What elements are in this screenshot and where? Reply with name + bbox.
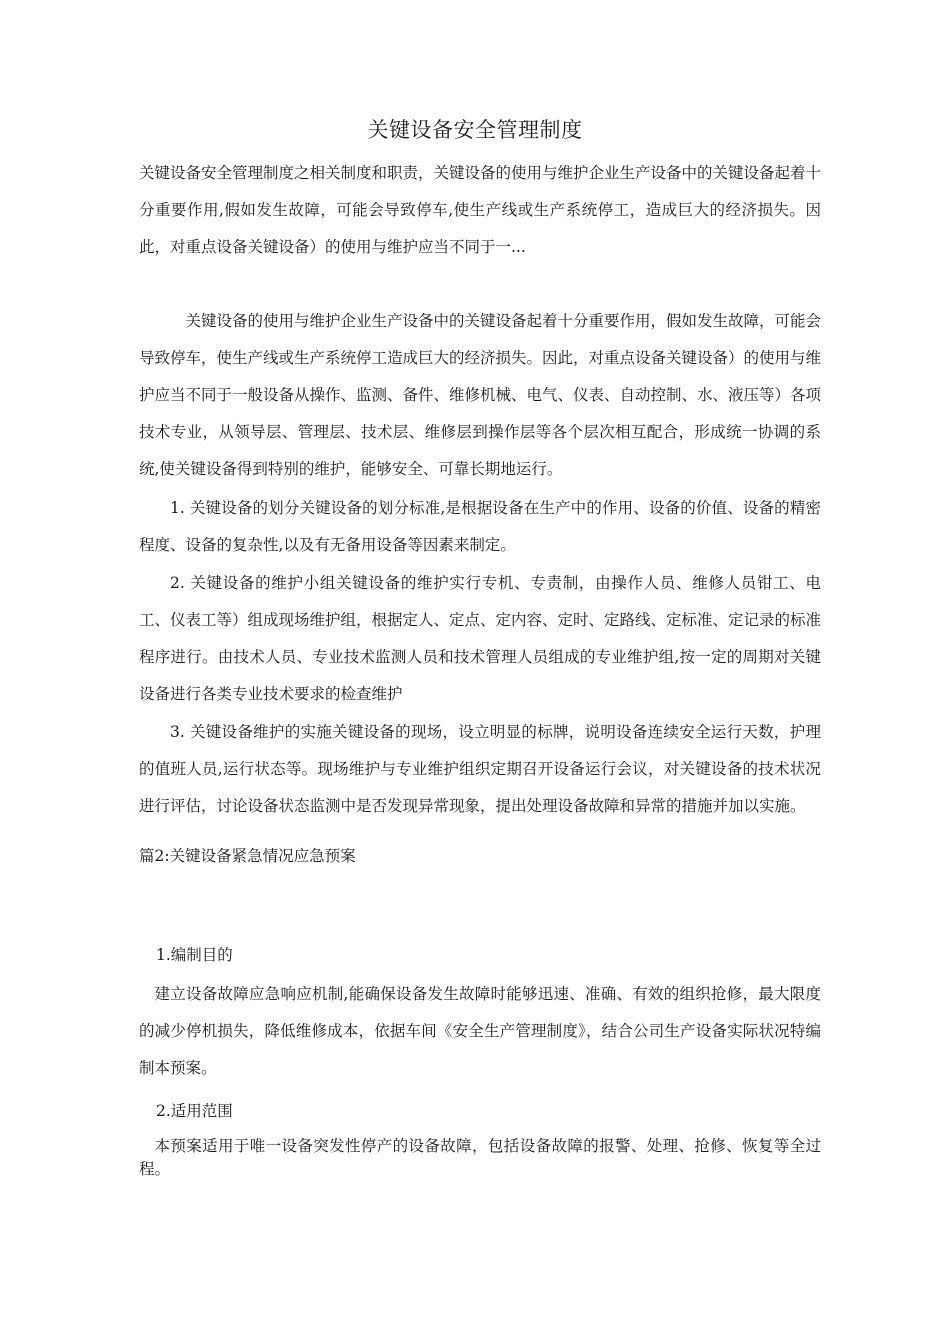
section-item-2: 2. 关键设备的维护小组关键设备的维护实行专机、专责制，由操作人员、维修人员钳工、电工、仪表工等）组成现场维护组，根据定人、定点、定内容、定时、定路线、定标准、定记录的标准程序进行。由技术人员、专业技术监测人员和技术管理人员组成的专业维护组,按一定的周期对关键设备进行各类专业技术要求的检查维护 — [139, 574, 822, 703]
section-item-1: 1. 关键设备的划分关键设备的划分标准,是根据设备在生产中的作用、设备的价值、设备的精密程度、设备的复杂性,以及有无备用设备等因素来制定。 — [139, 499, 821, 554]
summary-paragraph: 关键设备安全管理制度之相关制度和职责，关键设备的使用与维护企业生产设备中的关键设备起着十分重要作用,假如发生故障，可能会导致停车,使生产线或生产系统停工，造成巨大的经济损失。因此，对重点设备关键设备）的使用与维护应当不同于一... — [139, 164, 822, 256]
section-2-body: 本预案适用于唯一设备突发性停产的设备故障，包括设备故障的报警、处理、抢修、恢复等全过程。 — [139, 1137, 821, 1178]
section-1-body: 建立设备故障应急响应机制,能确保设备发生故障时能够迅速、准确、有效的组织抢修，最大限度的减少停机损失，降低维修成本，依据车间《安全生产管理制度》，结合公司生产设备实际状况特编制本预案。 — [139, 985, 821, 1077]
document-title: 关键设备安全管理制度 — [367, 118, 583, 142]
section-2-heading: 2.适用范围 — [156, 1102, 233, 1120]
section-item-3: 3. 关键设备维护的实施关键设备的现场，设立明显的标牌，说明设备连续安全运行天数，护理的值班人员,运行状态等。现场维护与专业维护组织定期召开设备运行会议，对关键设备的技术状况进行评估，讨论设备状态监测中是否发现异常现象，提出处理设备故障和异常的措施并加以实施。 — [139, 723, 821, 815]
intro-paragraph: 关键设备的使用与维护企业生产设备中的关键设备起着十分重要作用，假如发生故障，可能会导致停车，使生产线或生产系统停工造成巨大的经济损失。因此，对重点设备关键设备）的使用与维护应当不同于一般设备从操作、监测、备件、维修机械、电气、仪表、自动控制、水、液压等）各项技术专业，从领导层、管理层、技术层、维修层到操作层等各个层次相互配合，形成统一协调的系统,使关键设备得到特别的维护，能够安全、可靠长期地运行。 — [139, 312, 822, 478]
section-1-heading: 1.编制目的 — [156, 946, 233, 964]
chapter-2-heading: 篇2:关键设备紧急情况应急预案 — [139, 847, 356, 865]
